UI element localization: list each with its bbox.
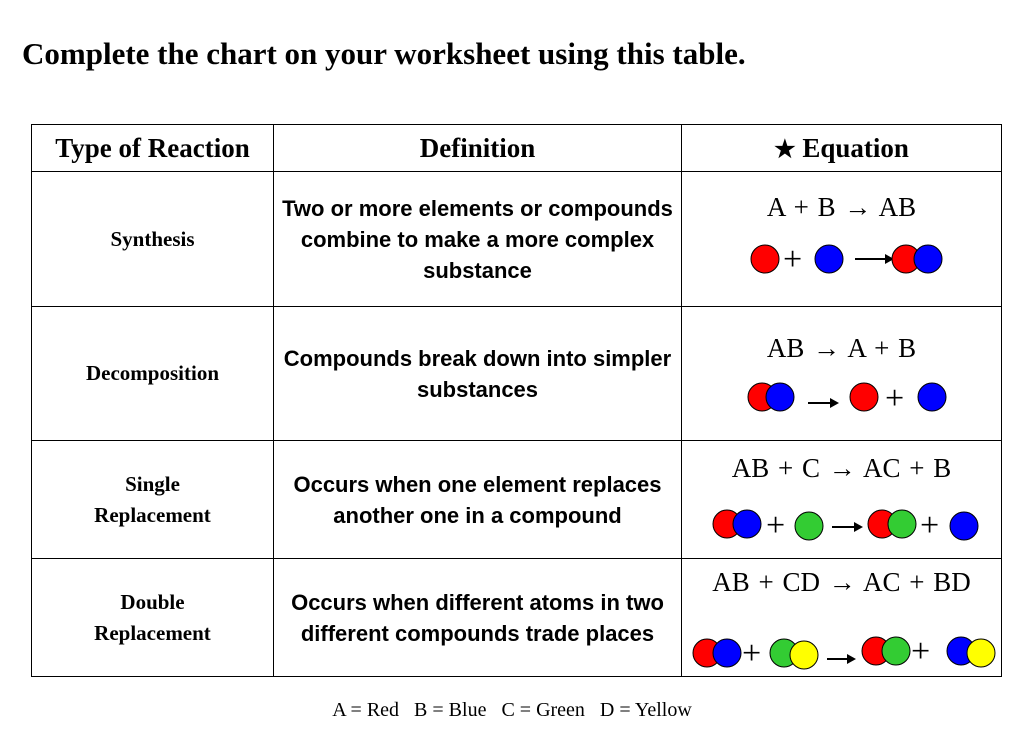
atom-b [914, 245, 942, 273]
atom-c [888, 510, 916, 538]
atom-a [751, 245, 779, 273]
star-icon: ★ [774, 136, 796, 163]
double-replacement-diagram [682, 559, 1002, 677]
atom-c [795, 512, 823, 540]
arrow-head [854, 522, 863, 532]
atom-b [766, 383, 794, 411]
equation-text: AB → A + B [766, 333, 917, 363]
page-title: Complete the chart on your worksheet using this table. [22, 36, 746, 71]
plus-sign: + [766, 507, 786, 544]
atom-d [967, 639, 995, 667]
plus-sign: + [885, 380, 905, 417]
plus-sign: + [742, 635, 762, 672]
header-equation-label: Equation [802, 132, 909, 163]
atom-a [850, 383, 878, 411]
plus-sign: + [920, 507, 940, 544]
header-definition: Definition [274, 125, 682, 172]
plus-sign: + [783, 241, 803, 278]
arrow-head [847, 654, 856, 664]
reaction-equation [682, 441, 1002, 559]
equation-text: AB + CD → AC + BD [712, 567, 971, 597]
atom-d [790, 641, 818, 669]
header-type: Type of Reaction [32, 125, 274, 172]
table-row [32, 559, 1002, 677]
reaction-table [31, 124, 1002, 677]
equation-text: A + B → AB [766, 192, 917, 222]
atom-c [882, 637, 910, 665]
reaction-definition: Two or more elements or compounds combine to make a more complex substance [274, 172, 682, 307]
atom-b [950, 512, 978, 540]
header-row [32, 125, 1002, 172]
atom-b [733, 510, 761, 538]
reaction-type: Synthesis [32, 172, 274, 307]
reaction-type: Double Replacement [32, 559, 274, 677]
reaction-equation [682, 559, 1002, 677]
reaction-definition: Occurs when one element replaces another one in a compound [274, 441, 682, 559]
header-equation [682, 125, 1002, 172]
reaction-equation [682, 172, 1002, 307]
atom-b [918, 383, 946, 411]
color-legend: A = Red B = Blue C = Green D = Yellow [332, 699, 692, 721]
single-replacement-diagram [682, 441, 1002, 559]
table-row [32, 172, 1002, 307]
decomposition-diagram [682, 307, 1002, 441]
reaction-type: Decomposition [32, 307, 274, 441]
arrow-head [830, 398, 839, 408]
reaction-type: Single Replacement [32, 441, 274, 559]
atom-b [713, 639, 741, 667]
equation-text: AB + C → AC + B [731, 453, 952, 483]
plus-sign: + [911, 633, 931, 670]
reaction-equation [682, 307, 1002, 441]
table-row [32, 441, 1002, 559]
reaction-definition: Occurs when different atoms in two different compounds trade places [274, 559, 682, 677]
table-row [32, 307, 1002, 441]
synthesis-diagram [682, 172, 1002, 307]
atom-b [815, 245, 843, 273]
reaction-definition: Compounds break down into simpler substances [274, 307, 682, 441]
